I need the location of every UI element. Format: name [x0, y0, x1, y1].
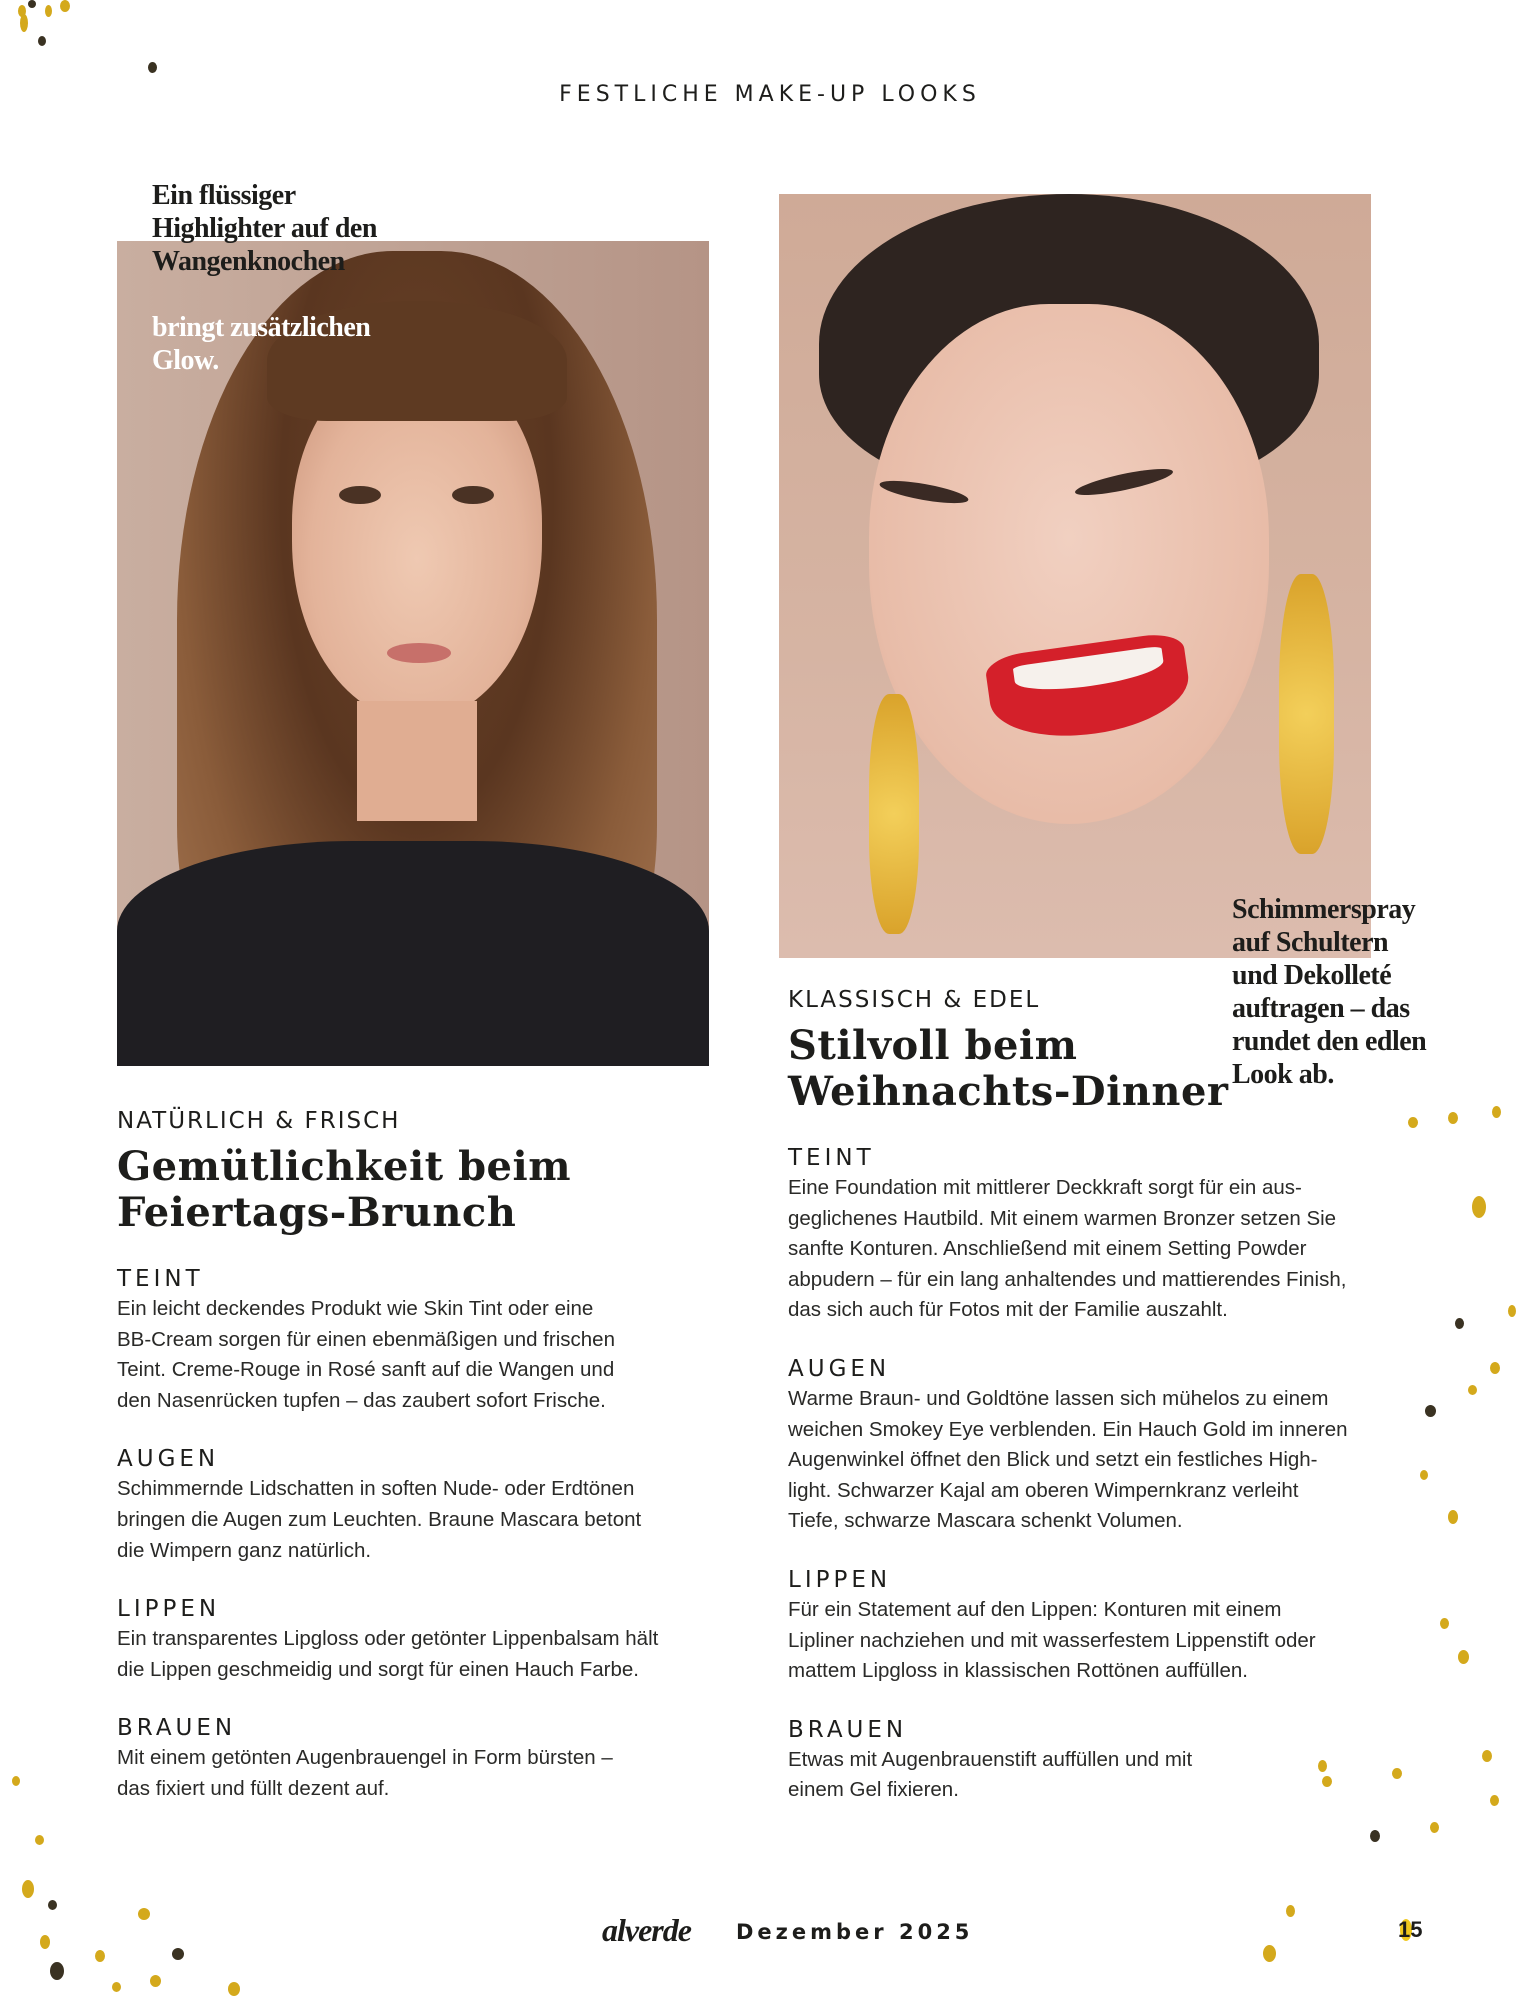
article-title: Gemütlichkeit beim Feiertags-Brunch [117, 1143, 572, 1236]
section-heading: BRAUEN [788, 1716, 908, 1743]
section-heading: BRAUEN [117, 1715, 237, 1742]
section-heading: AUGEN [788, 1355, 891, 1382]
section-body: Etwas mit Augenbrauenstift auffüllen und mit einem Gel fixieren. [788, 1747, 1193, 1802]
section-lippen [788, 1565, 1408, 1687]
section-heading: TEINT [788, 1145, 875, 1171]
section-teint [117, 1264, 737, 1416]
section-body: Schimmernde Lidschatten in soften Nude- oder Erdtönen bringen die Augen zum Leuchten. Braune Mascara betont die Wimpern ganz natürlich. [117, 1477, 642, 1562]
section-heading: LIPPEN [117, 1596, 221, 1623]
section-teint [788, 1143, 1408, 1326]
caption-shimmerspray: Schimmerspray auf Schultern und Dekolleté auftragen – das rundet den edlen Look ab. [1232, 894, 1427, 1090]
article-natural [117, 1108, 737, 1805]
section-heading: LIPPEN [788, 1566, 892, 1593]
section-body: Mit einem getönten Augenbrauengel in Form bürsten – das fixiert und füllt dezent auf. [117, 1746, 613, 1800]
kicker: KLASSISCH & EDEL [788, 987, 1041, 1013]
section-body: Warme Braun- und Goldtöne lassen sich mühelos zu einem weichen Smokey Eye verblenden. Ein Hauch Gold im inneren Augenwinkel öffnet den Blick und setzt ein festliches High- light. Schwarzer Kajal am oberen Wimpernkranz verleiht Tiefe, schwarze Mascara schenkt Volumen. [788, 1386, 1348, 1533]
caption-highlighter-light: bringt zusätzlichen Glow. [152, 312, 371, 376]
kicker: NATÜRLICH & FRISCH [117, 1108, 401, 1134]
section-body: Ein transparentes Lipgloss oder getönter Lippenbalsam hält die Lippen geschmeidig und sorgt für einen Hauch Farbe. [117, 1627, 659, 1681]
photo-woman-classic-look [779, 194, 1371, 958]
section-body: Für ein Statement auf den Lippen: Konturen mit einem Lipliner nachziehen und mit wasserfestem Lippenstift oder mattem Lipgloss in klassischen Rottönen auffüllen. [788, 1597, 1316, 1683]
article-title: Stilvoll beim Weihnachts-Dinner [788, 1022, 1229, 1115]
page-title: FESTLICHE MAKE-UP LOOKS [559, 82, 981, 107]
section-brauen [788, 1715, 1408, 1806]
issue-date: Dezember 2025 [736, 1920, 974, 1944]
section-heading: AUGEN [117, 1446, 220, 1473]
section-body: Ein leicht deckendes Produkt wie Skin Tint oder eine BB-Cream sorgen für einen ebenmäßigen und frischen Teint. Creme-Rouge in Rosé sanft auf die Wangen und den Nasenrücken tupfen – das zaubert sofort Frische. [117, 1297, 615, 1412]
section-body: Eine Foundation mit mittlerer Deckkraft sorgt für ein aus- geglichenes Hautbild. Mit einem warmen Bronzer setzen Sie sanfte Konturen. Anschließend mit einem Setting Powder abpudern – für ein lang anhaltendes und mattierendes Finish, das sich auch für Fotos mit der Familie auszahlt. [788, 1176, 1347, 1322]
page-number: 15 [1398, 1917, 1423, 1942]
alverde-logo: alverde [602, 1912, 691, 1948]
section-augen [788, 1354, 1408, 1537]
section-lippen [117, 1594, 737, 1685]
section-augen [117, 1444, 737, 1566]
section-heading: TEINT [117, 1266, 204, 1292]
caption-highlighter [152, 146, 377, 377]
caption-highlighter-dark: Ein flüssiger Highlighter auf den Wangenknochen [152, 180, 377, 277]
article-classic [788, 987, 1408, 1806]
section-brauen [117, 1713, 737, 1804]
